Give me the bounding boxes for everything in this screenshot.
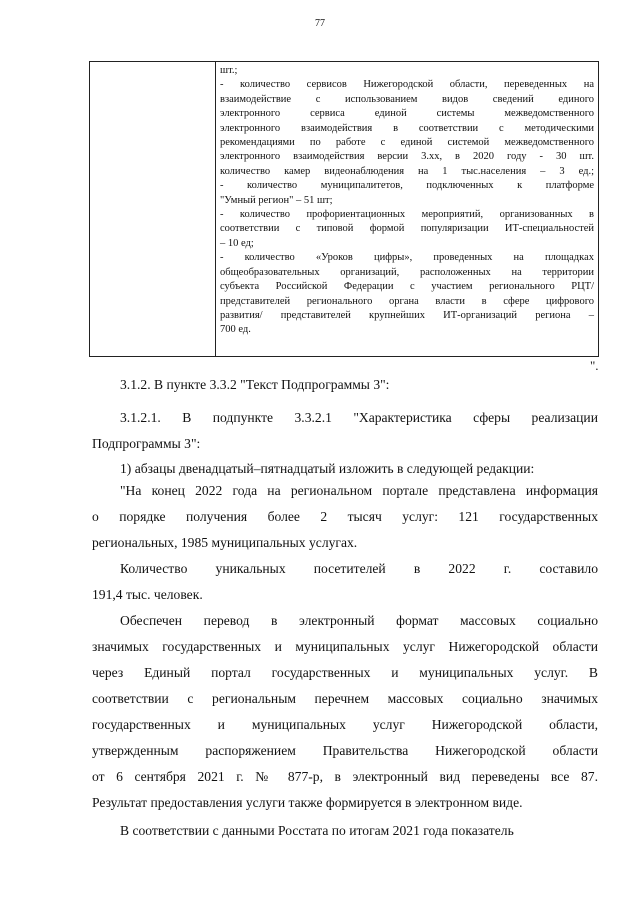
indicators-table bbox=[89, 61, 599, 357]
table-cell-line: 700 ед. bbox=[220, 324, 251, 336]
table-cell-line: представителей регионального органа власти в сфере цифрового bbox=[220, 295, 594, 307]
table-close-quote: ". bbox=[590, 358, 599, 373]
table-cell-line: субъекта Российской Федерации с участием регионального РЦТ/ bbox=[220, 281, 594, 293]
table-cell-line: общеобразовательных организаций, расположенных на территории bbox=[220, 266, 594, 278]
paragraph-line: соответствии с региональным перечнем массовых социально значимых bbox=[92, 691, 598, 706]
paragraph-line: утвержденным распоряжением Правительства Нижегородской области bbox=[92, 743, 598, 758]
paragraph-rosstat bbox=[92, 818, 598, 844]
paragraph-3-1-2-1 bbox=[92, 405, 598, 457]
paragraph-line: Обеспечен перевод в электронный формат массовых социально bbox=[120, 613, 598, 628]
table-cell-line: развития/ представителей крупнейших ИТ-организаций региона – bbox=[220, 309, 594, 321]
table-cell-line: электронного сервиса единой системы межведомственного bbox=[220, 108, 594, 120]
paragraph-electronic-services bbox=[92, 608, 598, 816]
paragraph-line: 3.1.2. В пункте 3.3.2 "Текст Подпрограммы 3": bbox=[120, 377, 390, 392]
paragraph-portal-info bbox=[92, 478, 598, 556]
table-cell-line: - количество сервисов Нижегородской области, переведенных на bbox=[220, 79, 594, 91]
table-cell-line: – 10 ед; bbox=[220, 237, 254, 249]
paragraph-line: 191,4 тыс. человек. bbox=[92, 587, 203, 602]
table-cell-line: - количество муниципалитетов, подключенных к платформе bbox=[220, 180, 594, 192]
table-cell-line: взаимодействие с использованием видов сведений единого bbox=[220, 93, 594, 105]
paragraph-line: В соответствии с данными Росстата по итогам 2021 года показатель bbox=[120, 823, 514, 838]
table-cell-line: электронного взаимодействия версии 3.хх, в 2020 году - 30 шт. bbox=[220, 151, 594, 163]
paragraph-visitors bbox=[92, 556, 598, 608]
paragraph-line: о порядке получения более 2 тысяч услуг: 121 государственных bbox=[92, 509, 598, 524]
table-cell-line: - количество профориентационных мероприятий, организованных в bbox=[220, 209, 594, 221]
cell-text bbox=[220, 64, 594, 338]
table-cell-line: шт.; bbox=[220, 65, 238, 76]
paragraph-line: значимых государственных и муниципальных услуг Нижегородской области bbox=[92, 639, 598, 654]
table-cell-line: "Умный регион" – 51 шт; bbox=[220, 194, 333, 206]
paragraph-3-1-2 bbox=[92, 372, 598, 398]
paragraph-line: государственных и муниципальных услуг Нижегородской области, bbox=[92, 717, 598, 732]
paragraph-line: 3.1.2.1. В подпункте 3.3.2.1 "Характеристика сферы реализации bbox=[120, 410, 598, 425]
paragraph-line: Результат предоставления услуги также формируется в электронном виде. bbox=[92, 795, 523, 810]
paragraph-line: "На конец 2022 года на региональном портале представлена информация bbox=[120, 483, 598, 498]
table-cell-line: электронного взаимодействия в соответствии с методическими bbox=[220, 122, 594, 134]
table-cell-line: рекомендациями по работе с единой системой межведомственного bbox=[220, 137, 594, 149]
paragraph-line: Количество уникальных посетителей в 2022 г. составило bbox=[120, 561, 598, 576]
table-right-cell bbox=[216, 62, 599, 357]
page-number: 77 bbox=[315, 18, 325, 29]
paragraph-line: Подпрограммы 3": bbox=[92, 436, 201, 451]
table-cell-line: - количество «Уроков цифры», проведенных на площадках bbox=[220, 252, 594, 264]
paragraph-line: 1) абзацы двенадцатый–пятнадцатый изложить в следующей редакции: bbox=[120, 461, 535, 476]
paragraph-line: через Единый портал государственных и муниципальных услуг. В bbox=[92, 665, 598, 680]
table-cell-line: количество камер видеонаблюдения на 1 тыс.населения – 3 ед.; bbox=[220, 165, 594, 177]
table-left-cell bbox=[90, 62, 216, 357]
table-cell-line: соответствии с типовой формой популяризации ИТ-специальностей bbox=[220, 223, 594, 235]
paragraph-line: региональных, 1985 муниципальных услугах. bbox=[92, 535, 358, 550]
paragraph-line: от 6 сентября 2021 г. № 877-р, в электронный вид переведены все 87. bbox=[92, 769, 598, 784]
